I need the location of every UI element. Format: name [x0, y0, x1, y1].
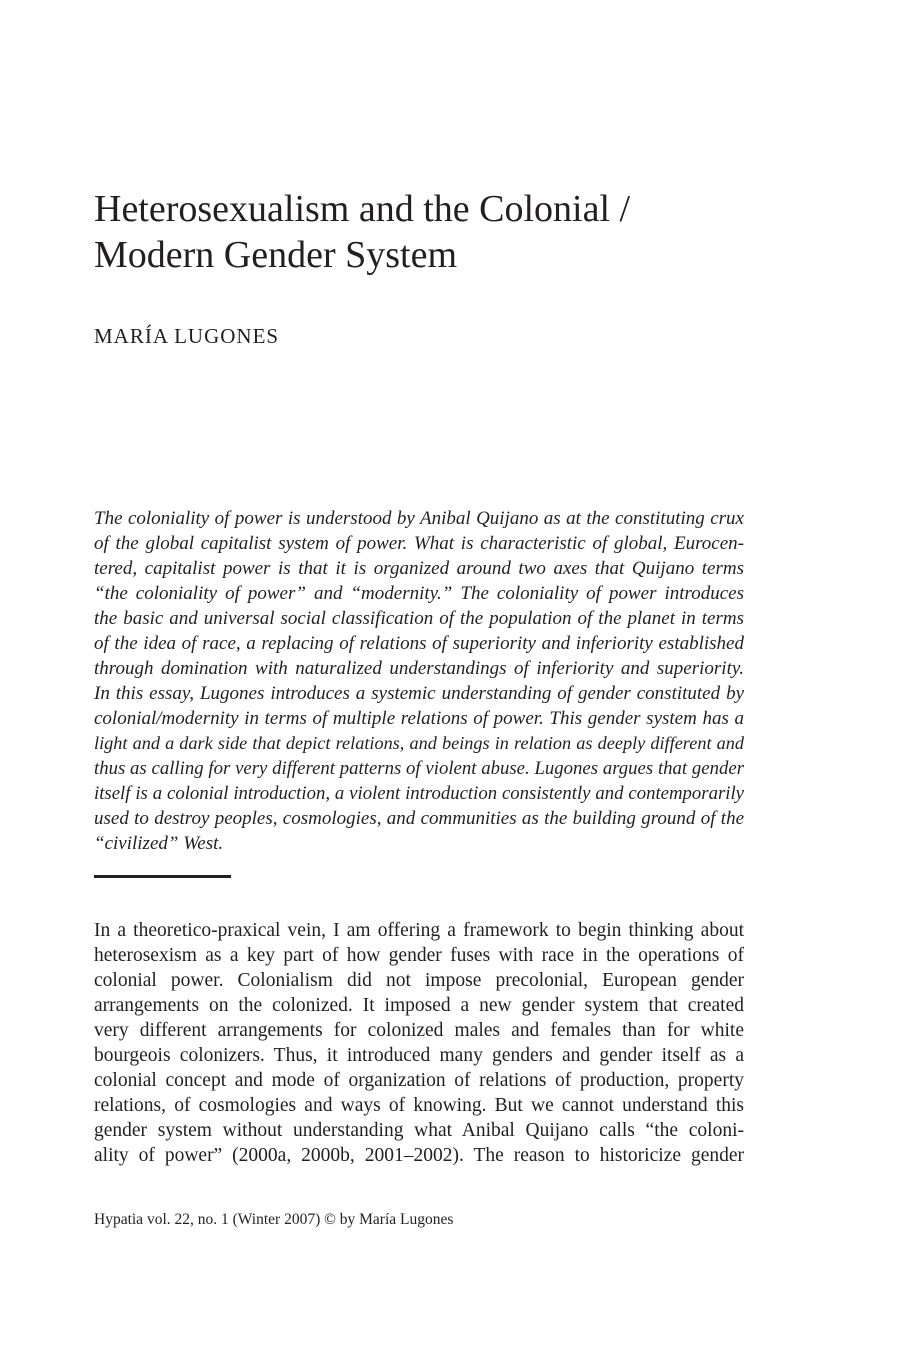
article-title [94, 186, 794, 278]
body-line: arrangements on the colonized. It imposed a new gender system that created [94, 995, 744, 1016]
body-line: relations, of cosmologies and ways of knowing. But we cannot understand this [94, 1095, 744, 1116]
abstract-line: “the coloniality of power” and “modernity.” The coloniality of power introduces [94, 583, 744, 604]
abstract-line: light and a dark side that depict relations, and beings in relation as deeply different and [94, 733, 744, 753]
body-line: In a theoretico-praxical vein, I am offering a framework to begin thinking about [94, 920, 744, 941]
abstract-line: colonial/modernity in terms of multiple relations of power. This gender system has a [94, 708, 744, 729]
body-line: very different arrangements for colonized males and females than for white [94, 1020, 744, 1041]
abstract-line: thus as calling for very different patterns of violent abuse. Lugones argues that gender [94, 758, 744, 779]
section-divider [94, 875, 231, 878]
body-line: colonial concept and mode of organization of relations of production, property [94, 1070, 744, 1091]
abstract-line: the basic and universal social classification of the population of the planet in terms [94, 608, 744, 629]
body-paragraph [94, 918, 744, 1168]
body-line: colonial power. Colonialism did not impose precolonial, European gender [94, 970, 744, 991]
abstract-line: itself is a colonial introduction, a violent introduction consistently and contemporarily [94, 783, 744, 804]
abstract-line: used to destroy peoples, cosmologies, and communities as the building ground of the [94, 808, 744, 829]
body-line: heterosexism as a key part of how gender fuses with race in the operations of [94, 945, 744, 966]
abstract-line: The coloniality of power is understood by Anibal Quijano as at the constituting crux [94, 508, 744, 529]
body-line: gender system without understanding what Anibal Quijano calls “the coloni- [94, 1120, 744, 1141]
abstract-line: tered, capitalist power is that it is organized around two axes that Quijano terms [94, 558, 744, 579]
title-line: Heterosexualism and the Colonial / [94, 188, 631, 230]
journal-footer: Hypatia vol. 22, no. 1 (Winter 2007) © by María Lugones [94, 1211, 454, 1228]
abstract-line: of the global capitalist system of power. What is characteristic of global, Eurocen- [94, 533, 744, 554]
abstract-line: In this essay, Lugones introduces a systemic understanding of gender constituted by [94, 683, 744, 704]
body-line: ality of power” (2000a, 2000b, 2001–2002). The reason to historicize gender [94, 1145, 744, 1166]
abstract-line: of the idea of race, a replacing of relations of superiority and inferiority established [94, 633, 744, 654]
author-name: MARÍA LUGONES [94, 324, 280, 348]
abstract [94, 506, 744, 856]
abstract-line: “civilized” West. [94, 833, 224, 854]
title-line: Modern Gender System [94, 234, 458, 276]
abstract-line: through domination with naturalized understandings of inferiority and superiority. [94, 658, 744, 679]
body-line: bourgeois colonizers. Thus, it introduced many genders and gender itself as a [94, 1045, 744, 1066]
